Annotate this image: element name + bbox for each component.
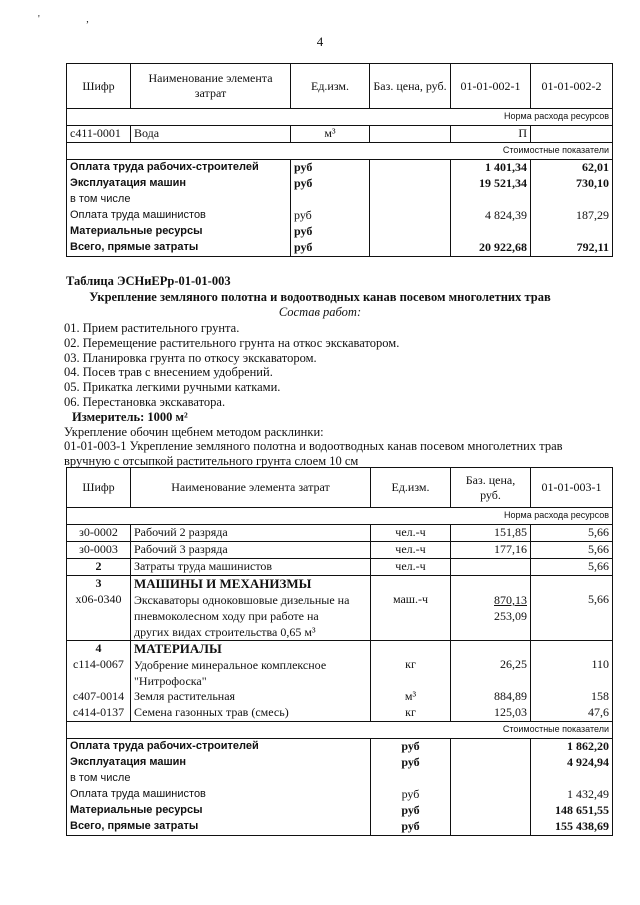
row-value: 5,66 [531,525,613,542]
header-unit: Ед.изм. [371,468,451,508]
list-item: 06. Перестановка экскаватора. [64,394,226,409]
table-row [67,657,613,689]
row-name: Рабочий 3 разряда [131,542,371,559]
row-name-line: других видах строительства 0,65 м³ [134,625,316,639]
table-row [67,641,613,658]
row-unit: маш.-ч [371,592,451,641]
cost-name: в том числе [67,192,291,208]
description-line-1: 01-01-003-1 Укрепление земляного полотна и водоотводных канав посевом многолетних трав [64,439,563,454]
row-unit: чел.-ч [371,559,451,576]
cost-value: 1 862,20 [531,739,613,756]
row-unit: чел.-ч [371,525,451,542]
table-row [67,224,613,240]
table-row [67,592,613,641]
resource-unit: м³ [291,126,370,143]
row-value: 5,66 [531,542,613,559]
cost-col2: 187,29 [531,208,613,224]
section-name: МАШИНЫ И МЕХАНИЗМЫ [131,576,371,593]
description-line-2: вручную с отсыпкой растительного грунта слоем 10 см [64,454,359,469]
cost-unit: руб [291,240,370,257]
cost-unit: руб [371,755,451,771]
cost-unit: руб [291,208,370,224]
row-name: Затраты труда машинистов [131,559,371,576]
row-code: з0-0002 [67,525,131,542]
row-name-line: Удобрение минеральное комплексное [134,658,327,672]
row-value: 110 [531,657,613,689]
table-header-row [67,468,613,508]
table-row [67,559,613,576]
row-name [131,592,371,641]
cost-col1: 19 521,34 [451,176,531,192]
header-base-price: Баз. цена, руб. [370,64,451,109]
table-row [67,176,613,192]
row-value: 5,66 [531,559,613,576]
header-col1: 01-01-003-1 [531,468,613,508]
table-row [67,755,613,771]
row-name-line: Экскаваторы одноковшовые дизельные на [134,593,350,607]
resource-col1: П [451,126,531,143]
table-title: Таблица ЭСНиЕРр-01-01-003 [66,274,231,288]
row-unit: кг [371,657,451,689]
row-name: Земля растительная [131,689,371,705]
norm-label: Норма расхода ресурсов [67,508,613,525]
meter-unit: Измеритель: 1000 м² [72,409,188,424]
table-resources-01-01-003 [66,467,613,836]
cost-name: Оплата труда машинистов [67,787,371,803]
table-row [67,525,613,542]
cost-name: Оплата труда машинистов [67,208,291,224]
cost-value: 4 924,94 [531,755,613,771]
cost-label-row [67,143,613,160]
cost-value: 155 438,69 [531,819,613,836]
note: Укрепление обочин щебнем методом расклинки: [64,424,324,439]
row-value: 158 [531,689,613,705]
section-heading: Укрепление земляного полотна и водоотводных канав посевом многолетних трав [89,290,551,304]
cost-name: Оплата труда рабочих-строителей [67,160,291,177]
table-resources-01-01-002 [66,63,613,257]
row-code: с407-0014 [67,689,131,705]
header-col1: 01-01-002-1 [451,64,531,109]
section-code: 3 [67,576,131,593]
page-number: 4 [316,34,324,49]
cost-name: Материальные ресурсы [67,224,291,240]
row-code: з0-0003 [67,542,131,559]
table-row [67,192,613,208]
row-value: 47,6 [531,705,613,722]
table-header-row [67,64,613,109]
cost-name: Оплата труда рабочих-строителей [67,739,371,756]
table-row [67,705,613,722]
table-row [67,689,613,705]
cost-name: в том числе [67,771,371,787]
cost-unit: руб [291,160,370,177]
table-row [67,771,613,787]
header-code: Шифр [67,64,131,109]
table-row [67,160,613,177]
row-price-line: 253,09 [494,609,527,623]
row-name-line: пневмоколесном ходу при работе на [134,609,319,623]
cost-value: 148 651,55 [531,803,613,819]
row-price: 26,25 [451,657,531,689]
corner-marks: ' , [38,14,111,25]
row-price: 125,03 [451,705,531,722]
row-code: 2 [67,559,131,576]
norm-label: Норма расхода ресурсов [67,109,613,126]
row-price-line: 870,13 [494,593,527,607]
header-code: Шифр [67,468,131,508]
resource-name: Вода [131,126,291,143]
row-price: 177,16 [451,542,531,559]
cost-name: Всего, прямые затраты [67,819,371,836]
row-code: с114-0067 [67,657,131,689]
works-list [64,321,563,469]
row-name: Семена газонных трав (смесь) [131,705,371,722]
header-base-price: Баз. цена, руб. [451,468,531,508]
row-code: с414-0137 [67,705,131,722]
header-name: Наименование элемента затрат [131,64,291,109]
cost-col1: 4 824,39 [451,208,531,224]
cost-name: Материальные ресурсы [67,803,371,819]
table-row [67,803,613,819]
row-name: Рабочий 2 разряда [131,525,371,542]
cost-unit: руб [291,224,370,240]
row-unit: кг [371,705,451,722]
cost-col1: 1 401,34 [451,160,531,177]
row-name-line: "Нитрофоска" [134,674,207,688]
works-title: Состав работ: [278,305,362,319]
table-row [67,542,613,559]
list-item: 05. Прикатка легкими ручными катками. [64,380,281,395]
list-item: 04. Посев трав с внесением удобрений. [64,365,273,380]
row-price: 884,89 [451,689,531,705]
cost-col2: 62,01 [531,160,613,177]
header-unit: Ед.изм. [291,64,370,109]
cost-value: 1 432,49 [531,787,613,803]
list-item: 02. Перемещение растительного грунта на откос экскаватором. [64,335,400,350]
table-row [67,576,613,593]
list-item: 01. Прием растительного грунта. [64,321,240,335]
row-unit: чел.-ч [371,542,451,559]
table-row [67,739,613,756]
cost-col2: 730,10 [531,176,613,192]
row-code: х06-0340 [67,592,131,641]
cost-unit: руб [371,803,451,819]
resource-code: с411-0001 [67,126,131,143]
cost-name: Эксплуатация машин [67,176,291,192]
row-name [131,657,371,689]
section-name: МАТЕРИАЛЫ [131,641,371,658]
header-name: Наименование элемента затрат [131,468,371,508]
cost-label: Стоимостные показатели [67,722,613,739]
cost-label: Стоимостные показатели [67,143,613,160]
row-price [451,592,531,641]
cost-label-row [67,722,613,739]
table-row [67,208,613,224]
row-price: 151,85 [451,525,531,542]
cost-unit: руб [291,176,370,192]
row-value: 5,66 [531,592,613,641]
cost-name: Всего, прямые затраты [67,240,291,257]
norm-label-row [67,109,613,126]
table-row [67,819,613,836]
cost-name: Эксплуатация машин [67,755,371,771]
table-row [67,787,613,803]
table-row [67,240,613,257]
list-item: 03. Планировка грунта по откосу экскаватором. [64,350,317,365]
cost-unit: руб [371,739,451,756]
header-col2: 01-01-002-2 [531,64,613,109]
cost-unit: руб [371,787,451,803]
section-code: 4 [67,641,131,658]
cost-unit: руб [371,819,451,836]
table-row [67,126,613,143]
norm-label-row [67,508,613,525]
cost-col1: 20 922,68 [451,240,531,257]
row-unit: м³ [371,689,451,705]
cost-col2: 792,11 [531,240,613,257]
